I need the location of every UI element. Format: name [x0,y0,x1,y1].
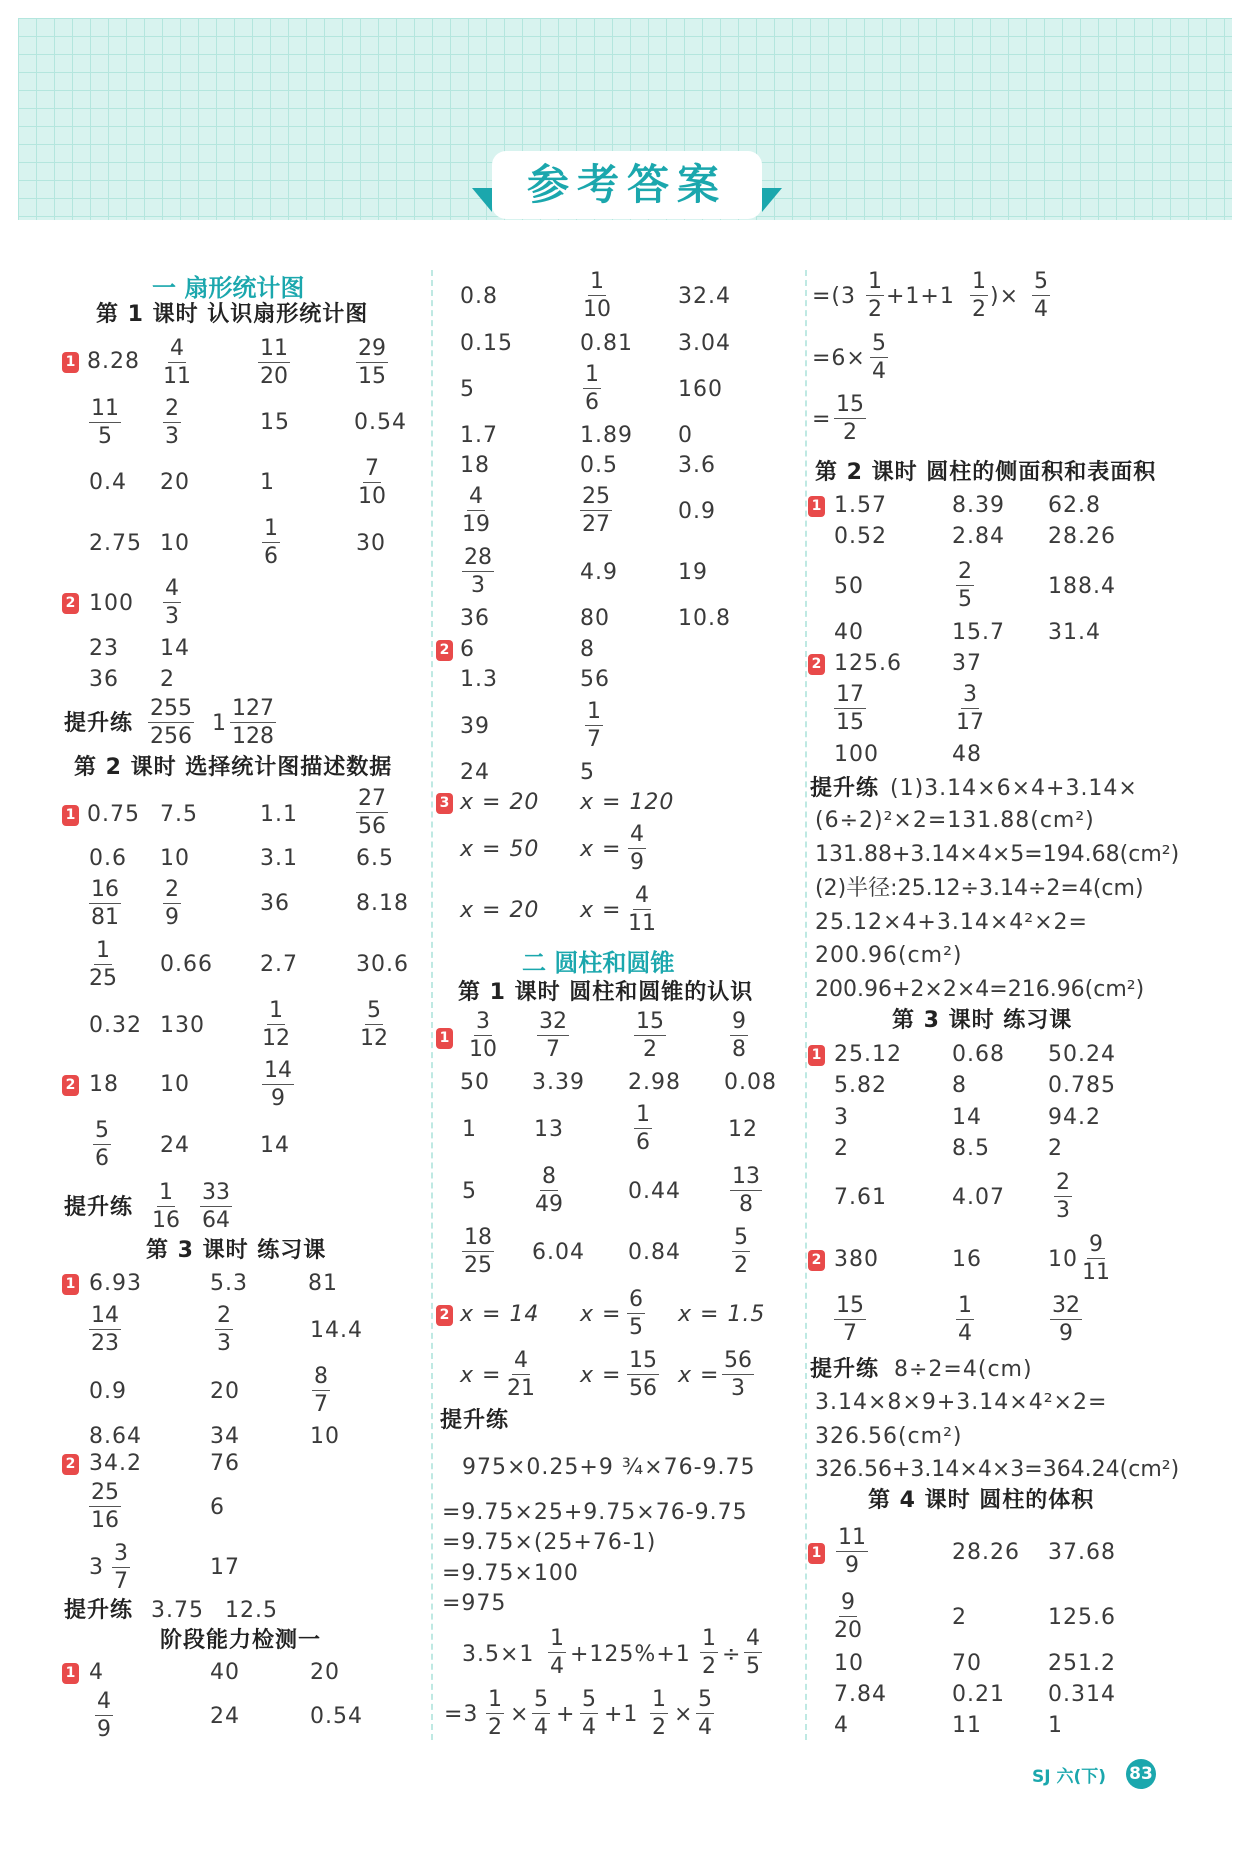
fraction: 1 4 [550,1626,564,1679]
answer: 0.68 [952,1042,1005,1067]
calculation-step: (2)半径:25.12÷3.14÷2=4(cm) [815,876,1144,901]
column-divider-2 [805,270,807,1740]
answer: 20 [210,1379,240,1404]
answer: 4 [834,1713,849,1738]
question-badge: 1 [62,352,79,373]
question-badge: 2 [62,593,79,614]
answer: 24 [460,760,490,785]
answer: 0.32 [89,1013,142,1038]
fraction: 14 23 [91,1303,119,1356]
advanced-label: 提升练 [810,1357,880,1382]
answer: 5.82 [834,1073,887,1098]
fraction: 1 7 [587,699,601,752]
equation: x = [580,1302,622,1327]
chapter-heading: 一 扇形统计图 [152,274,305,302]
question-badge: 2 [436,640,453,661]
answer: 160 [678,377,723,402]
answer: 10 [834,1651,864,1676]
fraction: 56 3 [724,1348,752,1401]
answer: 0.8 [460,284,498,309]
answer: 62.8 [1048,493,1101,518]
page-title: 参考答案 [492,151,762,219]
fraction: 4 21 [507,1348,535,1401]
calculation-step: )× [990,284,1020,309]
calculation-step: =975 [442,1591,507,1616]
fraction: 127 128 [232,696,274,749]
answer: 20 [310,1660,340,1685]
fraction: 2 3 [165,396,179,449]
answer: 100 [834,742,879,767]
calculation-step: 131.88+3.14×4×5=194.68(cm²) [815,842,1180,867]
fraction: 1 2 [488,1687,502,1740]
answer: 1 [462,1117,477,1142]
answer: 0 [678,423,693,448]
question-badge: 1 [808,496,825,517]
answer: 3 [89,1555,104,1580]
fraction: 25 27 [582,484,610,537]
equation: x = [460,1363,502,1388]
lesson-heading: 第 1 课时 认识扇形统计图 [96,302,369,327]
answer: 18 [460,453,490,478]
answer: 81 [308,1271,338,1296]
fraction: 1 25 [89,938,117,991]
answer: 1.3 [460,667,498,692]
fraction: 2 3 [217,1303,231,1356]
answer: 10 [160,846,190,871]
answer: 7.84 [834,1682,887,1707]
fraction: 11 5 [91,396,119,449]
equation: x = 20 [460,898,540,923]
equation: x = [580,898,622,923]
answer: 23 [89,636,119,661]
answer: 0.4 [89,470,127,495]
answer: 2 [1048,1136,1063,1161]
fraction: 5 4 [582,1687,596,1740]
answer: 25.12 [834,1042,902,1067]
answer: 18 [89,1072,119,1097]
lesson-heading: 第 3 课时 练习课 [892,1008,1073,1033]
answer: 0.54 [310,1704,363,1729]
answer: 31.4 [1048,620,1101,645]
answer: 10 [310,1424,340,1449]
equation: x = [678,1363,720,1388]
calculation-step: × [510,1702,530,1727]
answer: 24 [160,1133,190,1158]
calculation-step: =3 [444,1702,479,1727]
fraction: 1 10 [583,269,611,322]
fraction: 15 7 [836,1293,864,1346]
equation: x = 20 [460,790,540,815]
calculation-step: × [674,1702,694,1727]
equation: x = 50 [460,837,540,862]
fraction: 1 6 [585,362,599,415]
answer: 48 [952,742,982,767]
answer: 36 [89,667,119,692]
fraction: 1 2 [702,1626,716,1679]
answer: 80 [580,606,610,631]
answer: 4 [89,1660,104,1685]
page-number: 83 [1126,1759,1156,1789]
question-badge: 2 [62,1454,79,1475]
lesson-heading: 第 2 课时 选择统计图描述数据 [74,755,393,780]
answer: 56 [580,667,610,692]
answer: 7.5 [160,802,198,827]
advanced-label: 提升练 [64,711,134,736]
calculation-step: =6× [812,346,866,371]
fraction: 5 4 [872,331,886,384]
question-badge: 2 [808,654,825,675]
answer: 188.4 [1048,574,1116,599]
fraction: 15 2 [836,392,864,445]
fraction: 1 6 [264,516,278,569]
answer: 5 [460,377,475,402]
answer: 1.57 [834,493,887,518]
answer: 8.28 [87,349,140,374]
answer: 6.04 [532,1240,585,1265]
answer: 0.785 [1048,1073,1116,1098]
fraction: 1 12 [262,998,290,1051]
advanced-label: 提升练 [810,776,880,801]
answer: 15 [260,410,290,435]
answer: 1 [260,470,275,495]
fraction: 1 4 [958,1293,972,1346]
fraction: 4 19 [462,484,490,537]
calculation-step: 975×0.25+9 ¾×76-9.75 [462,1455,756,1480]
question-badge: 2 [62,1075,79,1096]
fraction: 4 5 [746,1626,760,1679]
equation: x = 1.5 [678,1302,766,1327]
fraction: 4 11 [628,883,656,936]
fraction: 3 10 [469,1009,497,1062]
answer: 8 [952,1073,967,1098]
answer: 0.75 [87,802,140,827]
answer: 2.75 [89,531,142,556]
answer: 380 [834,1247,879,1272]
calculation-step: 200.96(cm²) [815,943,963,968]
answer: 0.84 [628,1240,681,1265]
fraction: 2 3 [1056,1170,1070,1223]
answer: 5 [462,1179,477,1204]
fraction: 1 2 [868,269,882,322]
answer: 100 [89,591,134,616]
equation: x = [580,837,622,862]
fraction: 1 6 [636,1102,650,1155]
answer: 1.89 [580,423,633,448]
fraction: 7 10 [358,456,386,509]
answer: 6.5 [356,846,394,871]
answer: 28.26 [1048,524,1116,549]
answer: 3.04 [678,331,731,356]
fraction: 255 256 [150,696,192,749]
answer: 70 [952,1651,982,1676]
grade-label: SJ 六(下) [1032,1767,1107,1787]
answer: 50 [834,574,864,599]
answer: 10.8 [678,606,731,631]
answer: 5.3 [210,1271,248,1296]
equation: x = 120 [580,790,675,815]
calculation-step: ÷ [722,1642,742,1667]
answer: 0.44 [628,1179,681,1204]
calculation-step: 3.5×1 [462,1642,535,1667]
fraction: 5 4 [698,1687,712,1740]
fraction: 32 9 [1052,1293,1080,1346]
calculation-step: +125%+1 [570,1642,691,1667]
fraction: 4 11 [163,336,191,389]
calculation-step: 200.96+2×2×4=216.96(cm²) [815,977,1145,1002]
answer: 0.314 [1048,1682,1116,1707]
question-badge: 1 [62,805,79,826]
fraction: 16 81 [91,877,119,930]
fraction: 11 9 [838,1525,866,1578]
fraction: 1 16 [152,1180,180,1233]
answer: 8.18 [356,891,409,916]
answer: 3.75 [151,1598,204,1623]
answer: 13 [534,1117,564,1142]
lesson-heading: 第 2 课时 圆柱的侧面积和表面积 [815,460,1157,485]
fraction: 9 11 [1082,1232,1110,1285]
calculation-step: +1 [604,1702,639,1727]
lesson-heading: 阶段能力检测一 [160,1628,322,1653]
question-badge: 1 [808,1543,825,1564]
answer: 0.15 [460,331,513,356]
fraction: 14 9 [264,1058,292,1111]
fraction: 1 2 [972,269,986,322]
answer: 8.39 [952,493,1005,518]
calculation-step: 8÷2=4(cm) [894,1357,1033,1382]
lesson-heading: 第 1 课时 圆柱和圆锥的认识 [458,980,754,1005]
answer: 34.2 [89,1451,142,1476]
fraction: 11 20 [260,336,288,389]
fraction: 5 12 [360,998,388,1051]
answer: 1 [212,711,227,736]
fraction: 25 16 [91,1480,119,1533]
answer: 2.98 [628,1070,681,1095]
question-badge: 3 [436,793,453,814]
answer: 0.66 [160,952,213,977]
answer: 14.4 [310,1318,363,1343]
fraction: 29 15 [358,336,386,389]
question-badge: 1 [62,1663,79,1684]
answer: 32.4 [678,284,731,309]
fraction: 13 8 [732,1164,760,1217]
answer: 4.07 [952,1185,1005,1210]
fraction: 2 9 [165,877,179,930]
column-divider-1 [431,270,433,1740]
answer: 0.52 [834,524,887,549]
fraction: 5 4 [534,1687,548,1740]
answer: 0.08 [724,1070,777,1095]
answer: 0.9 [89,1379,127,1404]
answer: 2.7 [260,952,298,977]
advanced-label: 提升练 [64,1195,134,1220]
answer: 7.61 [834,1185,887,1210]
fraction: 17 15 [836,682,864,735]
calculation-step: =(3 [812,284,857,309]
answer: 76 [210,1451,240,1476]
question-badge: 1 [808,1045,825,1066]
answer: 0.81 [580,331,633,356]
fraction: 2 5 [958,559,972,612]
calculation-step: 326.56(cm²) [815,1424,963,1449]
question-badge: 1 [436,1028,453,1049]
header-banner [18,18,1232,220]
fraction: 6 5 [629,1287,643,1340]
answer: 14 [260,1133,290,1158]
answer: 37 [952,651,982,676]
answer: 5 [580,760,595,785]
calculation-step: + [556,1702,576,1727]
fraction: 33 64 [202,1180,230,1233]
advanced-label: 提升练 [440,1408,510,1433]
answer: 12 [728,1117,758,1142]
answer: 6 [460,637,475,662]
equation: x = 14 [460,1302,540,1327]
calculation-step: =9.75×25+9.75×76-9.75 [442,1500,748,1525]
answer: 4.9 [580,560,618,585]
fraction: 3 17 [956,682,984,735]
question-badge: 2 [436,1305,453,1326]
fraction: 4 3 [165,576,179,629]
question-badge: 1 [62,1274,79,1295]
answer: 1 [1048,1713,1063,1738]
answer: 1.1 [260,802,298,827]
answer: 10 [160,1072,190,1097]
answer: 0.9 [678,499,716,524]
calculation-step: 25.12×4+3.14×4²×2= [815,910,1088,935]
calculation-step: = [812,407,832,432]
answer: 0.21 [952,1682,1005,1707]
answer: 8 [580,637,595,662]
answer: 50.24 [1048,1042,1116,1067]
answer: 10 [1048,1247,1078,1272]
answer: 14 [160,636,190,661]
answer: 130 [160,1013,205,1038]
answer: 36 [260,891,290,916]
fraction: 28 3 [464,545,492,598]
fraction: 5 2 [734,1225,748,1278]
answer: 20 [160,470,190,495]
answer: 8.5 [952,1136,990,1161]
calculation-step: (6÷2)²×2=131.88(cm²) [815,808,1095,833]
calculation-step: 3.14×8×9+3.14×4²×2= [815,1390,1108,1415]
fraction: 32 7 [539,1009,567,1062]
fraction: 8 49 [535,1164,563,1217]
answer: 36 [460,606,490,631]
calculation-step: =9.75×100 [442,1561,579,1586]
fraction: 8 7 [314,1364,328,1417]
fraction: 15 2 [636,1009,664,1062]
advanced-label: 提升练 [64,1598,134,1623]
answer: 15.7 [952,620,1005,645]
answer: 24 [210,1704,240,1729]
lesson-heading: 第 4 课时 圆柱的体积 [868,1488,1095,1513]
answer: 94.2 [1048,1105,1101,1130]
answer: 1.7 [460,423,498,448]
answer: 28.26 [952,1540,1020,1565]
question-badge: 2 [808,1250,825,1271]
answer: 19 [678,560,708,585]
equation: x = [580,1363,622,1388]
fraction: 5 4 [1034,269,1048,322]
answer: 30.6 [356,952,409,977]
fraction: 9 20 [834,1590,862,1643]
answer: 39 [460,714,490,739]
answer: 0.54 [354,410,407,435]
answer: 0.6 [89,846,127,871]
answer: 6.93 [89,1271,142,1296]
fraction: 5 6 [95,1118,109,1171]
answer: 37.68 [1048,1540,1116,1565]
answer: 40 [210,1660,240,1685]
calculation-step: =9.75×(25+76-1) [442,1530,657,1555]
answer: 3 [834,1105,849,1130]
chapter-heading: 二 圆柱和圆锥 [522,949,675,977]
answer: 8.64 [89,1424,142,1449]
fraction: 3 7 [114,1541,128,1594]
answer: 251.2 [1048,1651,1116,1676]
answer: 14 [952,1105,982,1130]
calculation-step: +1+1 [886,284,955,309]
answer: 12.5 [225,1598,278,1623]
fraction: 27 56 [358,786,386,839]
answer: 40 [834,620,864,645]
lesson-heading: 第 3 课时 练习课 [146,1238,327,1263]
answer: 6 [210,1495,225,1520]
ribbon-right-decoration [762,188,782,212]
ribbon-left-decoration [472,188,492,212]
answer: 125.6 [834,651,902,676]
answer: 30 [356,531,386,556]
answer: 2 [160,667,175,692]
answer: 3.6 [678,453,716,478]
answer: 10 [160,531,190,556]
fraction: 4 9 [630,822,644,875]
answer: 2 [834,1136,849,1161]
answer: 11 [952,1713,982,1738]
answer: 3.1 [260,846,298,871]
calculation-step: 326.56+3.14×4×3=364.24(cm²) [815,1457,1180,1482]
answer: 125.6 [1048,1605,1116,1630]
fraction: 18 25 [464,1225,492,1278]
fraction: 4 9 [97,1689,111,1742]
answer: 34 [210,1424,240,1449]
answer: 2.84 [952,524,1005,549]
answer: 2 [952,1605,967,1630]
fraction: 15 56 [629,1348,657,1401]
calculation-step: (1)3.14×6×4+3.14× [890,776,1138,801]
fraction: 1 2 [652,1687,666,1740]
answer: 3.39 [532,1070,585,1095]
answer: 0.5 [580,453,618,478]
answer: 16 [952,1247,982,1272]
answer: 17 [210,1555,240,1580]
fraction: 9 8 [732,1009,746,1062]
answer: 50 [460,1070,490,1095]
